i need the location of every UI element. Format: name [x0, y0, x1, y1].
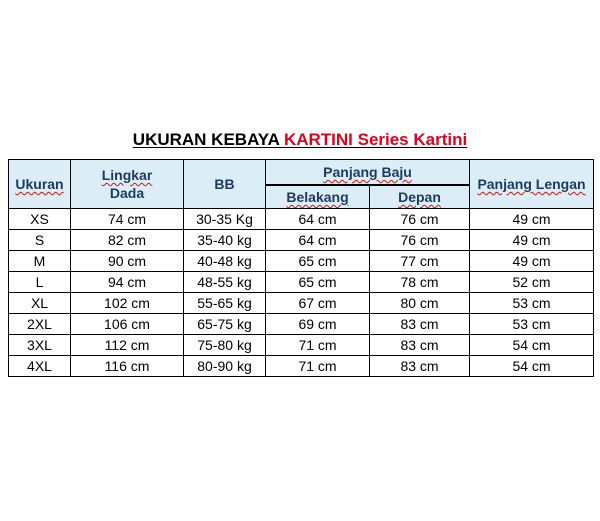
- cell-dada: 82 cm: [71, 230, 184, 251]
- header-lingkar: Lingkar: [101, 167, 153, 183]
- cell-size: S: [9, 230, 71, 251]
- size-chart-table: [8, 159, 594, 377]
- header-bb: BB: [184, 160, 266, 209]
- header-panjang-baju: Panjang Baju: [266, 160, 470, 186]
- cell-depan: 80 cm: [370, 293, 470, 314]
- cell-size: 4XL: [9, 356, 71, 377]
- cell-lengan: 49 cm: [470, 209, 594, 230]
- cell-dada: 94 cm: [71, 272, 184, 293]
- cell-depan: 76 cm: [370, 230, 470, 251]
- table-row: [9, 272, 594, 293]
- cell-bb: 55-65 kg: [184, 293, 266, 314]
- table-row: [9, 293, 594, 314]
- cell-belakang: 65 cm: [266, 251, 370, 272]
- header-lingkar-dada: [71, 160, 184, 209]
- cell-bb: 80-90 kg: [184, 356, 266, 377]
- cell-bb: 65-75 kg: [184, 314, 266, 335]
- title-prefix: UKURAN KEBAYA: [132, 130, 284, 149]
- cell-depan: 83 cm: [370, 314, 470, 335]
- cell-bb: 35-40 kg: [184, 230, 266, 251]
- cell-belakang: 65 cm: [266, 272, 370, 293]
- cell-lengan: 53 cm: [470, 293, 594, 314]
- cell-lengan: 49 cm: [470, 230, 594, 251]
- cell-belakang: 71 cm: [266, 335, 370, 356]
- page-title: [0, 130, 600, 150]
- cell-dada: 102 cm: [71, 293, 184, 314]
- cell-size: M: [9, 251, 71, 272]
- cell-depan: 76 cm: [370, 209, 470, 230]
- header-depan: Depan: [370, 185, 470, 209]
- cell-bb: 30-35 Kg: [184, 209, 266, 230]
- cell-dada: 74 cm: [71, 209, 184, 230]
- cell-belakang: 71 cm: [266, 356, 370, 377]
- cell-bb: 48-55 kg: [184, 272, 266, 293]
- cell-depan: 77 cm: [370, 251, 470, 272]
- table-row: [9, 335, 594, 356]
- table-row: [9, 314, 594, 335]
- cell-dada: 112 cm: [71, 335, 184, 356]
- header-belakang: Belakang: [266, 185, 370, 209]
- title-highlight: KARTINI Series Kartini: [283, 130, 468, 149]
- cell-belakang: 64 cm: [266, 230, 370, 251]
- cell-dada: 116 cm: [71, 356, 184, 377]
- cell-dada: 106 cm: [71, 314, 184, 335]
- cell-size: L: [9, 272, 71, 293]
- cell-size: 2XL: [9, 314, 71, 335]
- cell-belakang: 67 cm: [266, 293, 370, 314]
- cell-dada: 90 cm: [71, 251, 184, 272]
- header-ukuran: Ukuran: [9, 160, 71, 209]
- cell-bb: 40-48 kg: [184, 251, 266, 272]
- cell-depan: 83 cm: [370, 335, 470, 356]
- cell-size: XL: [9, 293, 71, 314]
- cell-bb: 75-80 kg: [184, 335, 266, 356]
- cell-lengan: 53 cm: [470, 314, 594, 335]
- cell-lengan: 52 cm: [470, 272, 594, 293]
- table-row: [9, 209, 594, 230]
- cell-lengan: 54 cm: [470, 356, 594, 377]
- header-dada: Dada: [109, 185, 145, 201]
- table-row: [9, 356, 594, 377]
- cell-lengan: 54 cm: [470, 335, 594, 356]
- cell-depan: 78 cm: [370, 272, 470, 293]
- cell-size: XS: [9, 209, 71, 230]
- cell-depan: 83 cm: [370, 356, 470, 377]
- cell-belakang: 64 cm: [266, 209, 370, 230]
- table-row: [9, 251, 594, 272]
- cell-belakang: 69 cm: [266, 314, 370, 335]
- cell-size: 3XL: [9, 335, 71, 356]
- cell-lengan: 49 cm: [470, 251, 594, 272]
- header-panjang-lengan: Panjang Lengan: [470, 160, 594, 209]
- table-row: [9, 230, 594, 251]
